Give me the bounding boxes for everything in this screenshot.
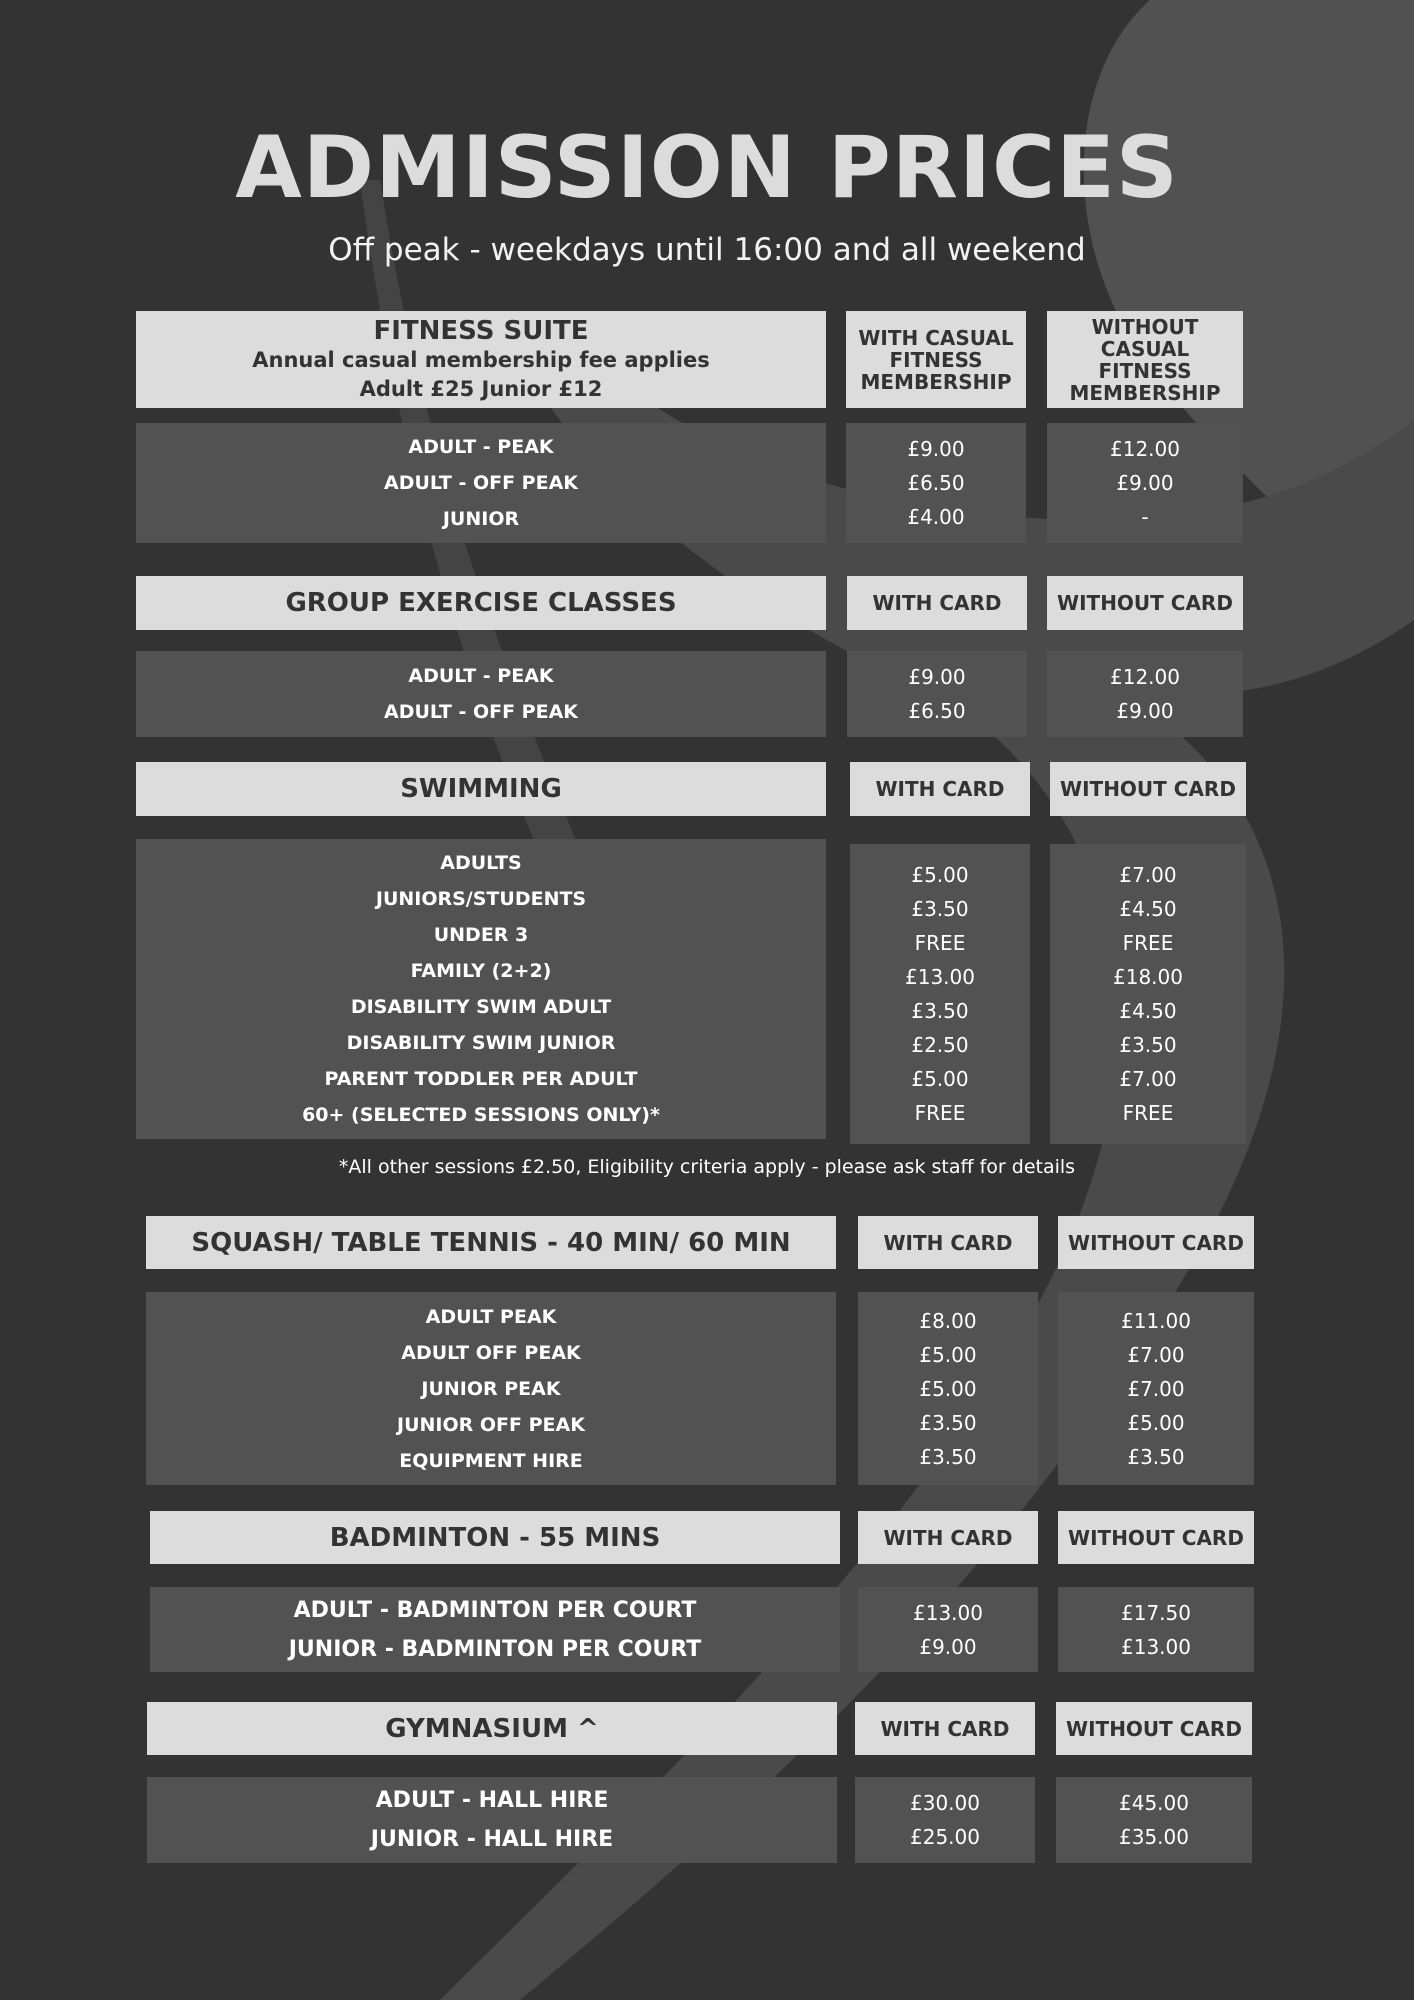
price-labels xyxy=(136,423,826,543)
price-without: £11.00 xyxy=(1121,1308,1191,1333)
price-labels xyxy=(146,1292,836,1485)
price-without: £4.50 xyxy=(1119,999,1177,1023)
section-header-gymnasium xyxy=(147,1702,837,1755)
column-header-without: WITHOUT CARD xyxy=(1058,1216,1254,1269)
price-without: £3.50 xyxy=(1119,1033,1177,1057)
price-with: £2.50 xyxy=(911,1033,969,1057)
price-without: £7.00 xyxy=(1119,863,1177,887)
row-label: FAMILY (2+2) xyxy=(410,960,552,982)
price-without: £5.00 xyxy=(1127,1410,1185,1435)
price-with: FREE xyxy=(914,931,966,955)
section-header-swimming xyxy=(136,762,826,816)
price-with: £3.50 xyxy=(911,999,969,1023)
column-header-with: WITH CASUAL FITNESS MEMBERSHIP xyxy=(846,311,1026,408)
price-without: £7.00 xyxy=(1119,1067,1177,1091)
column-header-with: WITH CARD xyxy=(850,762,1030,816)
price-with: £5.00 xyxy=(919,1376,977,1401)
row-label: JUNIOR PEAK xyxy=(421,1377,561,1400)
row-label: ADULT PEAK xyxy=(425,1305,557,1328)
price-without: £9.00 xyxy=(1116,699,1174,723)
section-header-fitness-suite xyxy=(136,311,826,408)
section-header-badminton-55-mins xyxy=(150,1511,840,1564)
row-label: ADULT - HALL HIRE xyxy=(375,1788,609,1813)
price-with: £13.00 xyxy=(905,965,975,989)
price-with: £8.00 xyxy=(919,1308,977,1333)
column-header-with: WITH CARD xyxy=(847,576,1027,630)
row-label: ADULT - PEAK xyxy=(408,665,554,687)
column-header-with: WITH CARD xyxy=(855,1702,1035,1755)
price-column-without xyxy=(1058,1292,1254,1485)
section-title: FITNESS SUITE xyxy=(373,315,589,346)
row-label: JUNIORS/STUDENTS xyxy=(375,888,587,910)
price-labels xyxy=(136,839,826,1139)
price-without: - xyxy=(1141,505,1149,529)
row-label: EQUIPMENT HIRE xyxy=(399,1449,583,1472)
price-with: £9.00 xyxy=(919,1634,977,1659)
section-title: GYMNASIUM ^ xyxy=(385,1713,599,1744)
column-header-without: WITHOUT CARD xyxy=(1056,1702,1252,1755)
price-with: FREE xyxy=(914,1101,966,1125)
price-column-without xyxy=(1047,651,1243,737)
price-column-without xyxy=(1050,844,1246,1144)
section-header-squash-table-tennis-40-min-60-min xyxy=(146,1216,836,1269)
section-subtitle: Annual casual membership fee applies xyxy=(252,347,710,372)
price-column-with xyxy=(858,1587,1038,1672)
row-label: DISABILITY SWIM JUNIOR xyxy=(346,1032,616,1054)
price-column-with xyxy=(847,651,1027,737)
price-without: £12.00 xyxy=(1110,437,1180,461)
price-with: £25.00 xyxy=(910,1825,980,1849)
row-label: ADULT - OFF PEAK xyxy=(384,472,578,494)
price-with: £9.00 xyxy=(908,665,966,689)
price-without: £17.50 xyxy=(1121,1600,1191,1625)
price-without: £7.00 xyxy=(1127,1376,1185,1401)
price-with: £5.00 xyxy=(911,863,969,887)
row-label: UNDER 3 xyxy=(433,924,529,946)
row-label: JUNIOR - BADMINTON PER COURT xyxy=(288,1636,702,1662)
price-column-without xyxy=(1058,1587,1254,1672)
price-column-with xyxy=(846,423,1026,543)
price-column-with xyxy=(855,1777,1035,1863)
price-labels xyxy=(150,1587,840,1672)
row-label: ADULT OFF PEAK xyxy=(401,1341,581,1364)
price-with: £9.00 xyxy=(907,437,965,461)
price-without: £12.00 xyxy=(1110,665,1180,689)
section-title: BADMINTON - 55 MINS xyxy=(329,1522,661,1553)
row-label: ADULT - PEAK xyxy=(408,436,554,458)
row-label: JUNIOR OFF PEAK xyxy=(397,1413,585,1436)
price-with: £6.50 xyxy=(907,471,965,495)
price-with: £6.50 xyxy=(908,699,966,723)
column-header-with: WITH CARD xyxy=(858,1511,1038,1564)
section-title: SQUASH/ TABLE TENNIS - 40 MIN/ 60 MIN xyxy=(191,1227,791,1258)
row-label: PARENT TODDLER PER ADULT xyxy=(324,1068,638,1090)
column-header-with: WITH CARD xyxy=(858,1216,1038,1269)
column-header-without: WITHOUT CARD xyxy=(1050,762,1246,816)
price-with: £4.00 xyxy=(907,505,965,529)
section-title: SWIMMING xyxy=(400,774,562,804)
row-label: ADULTS xyxy=(440,852,522,874)
page-subtitle: Off peak - weekdays until 16:00 and all weekend xyxy=(328,232,1086,268)
price-with: £3.50 xyxy=(911,897,969,921)
price-without: £45.00 xyxy=(1119,1791,1189,1815)
price-without: £9.00 xyxy=(1116,471,1174,495)
row-label: DISABILITY SWIM ADULT xyxy=(350,996,612,1018)
price-without: FREE xyxy=(1122,1101,1174,1125)
row-label: JUNIOR xyxy=(442,508,520,530)
price-column-with xyxy=(850,844,1030,1144)
price-labels xyxy=(136,651,826,737)
page-title: ADMISSION PRICES xyxy=(235,118,1179,218)
price-without: £7.00 xyxy=(1127,1342,1185,1367)
price-without: FREE xyxy=(1122,931,1174,955)
column-header-without: WITHOUT CARD xyxy=(1047,576,1243,630)
section-header-group-exercise-classes xyxy=(136,576,826,630)
price-with: £5.00 xyxy=(911,1067,969,1091)
price-column-without xyxy=(1047,423,1243,543)
row-label: ADULT - BADMINTON PER COURT xyxy=(293,1597,697,1623)
column-header-without: WITHOUT CASUAL FITNESS MEMBERSHIP xyxy=(1047,311,1243,408)
price-column-without xyxy=(1056,1777,1252,1863)
price-with: £3.50 xyxy=(919,1410,977,1435)
price-without: £35.00 xyxy=(1119,1825,1189,1849)
price-with: £13.00 xyxy=(913,1600,983,1625)
column-header-without: WITHOUT CARD xyxy=(1058,1511,1254,1564)
price-without: £18.00 xyxy=(1113,965,1183,989)
price-column-with xyxy=(858,1292,1038,1485)
price-with: £30.00 xyxy=(910,1791,980,1815)
price-with: £5.00 xyxy=(919,1342,977,1367)
row-label: ADULT - OFF PEAK xyxy=(384,701,578,723)
footnote: *All other sessions £2.50, Eligibility criteria apply - please ask staff for details xyxy=(338,1156,1076,1178)
price-without: £4.50 xyxy=(1119,897,1177,921)
price-labels xyxy=(147,1777,837,1863)
price-without: £3.50 xyxy=(1127,1444,1185,1469)
price-without: £13.00 xyxy=(1121,1634,1191,1659)
row-label: 60+ (SELECTED SESSIONS ONLY)* xyxy=(302,1104,660,1126)
section-title: GROUP EXERCISE CLASSES xyxy=(285,588,677,618)
price-with: £3.50 xyxy=(919,1444,977,1469)
section-subtitle: Adult £25 Junior £12 xyxy=(359,376,603,401)
row-label: JUNIOR - HALL HIRE xyxy=(370,1827,614,1852)
